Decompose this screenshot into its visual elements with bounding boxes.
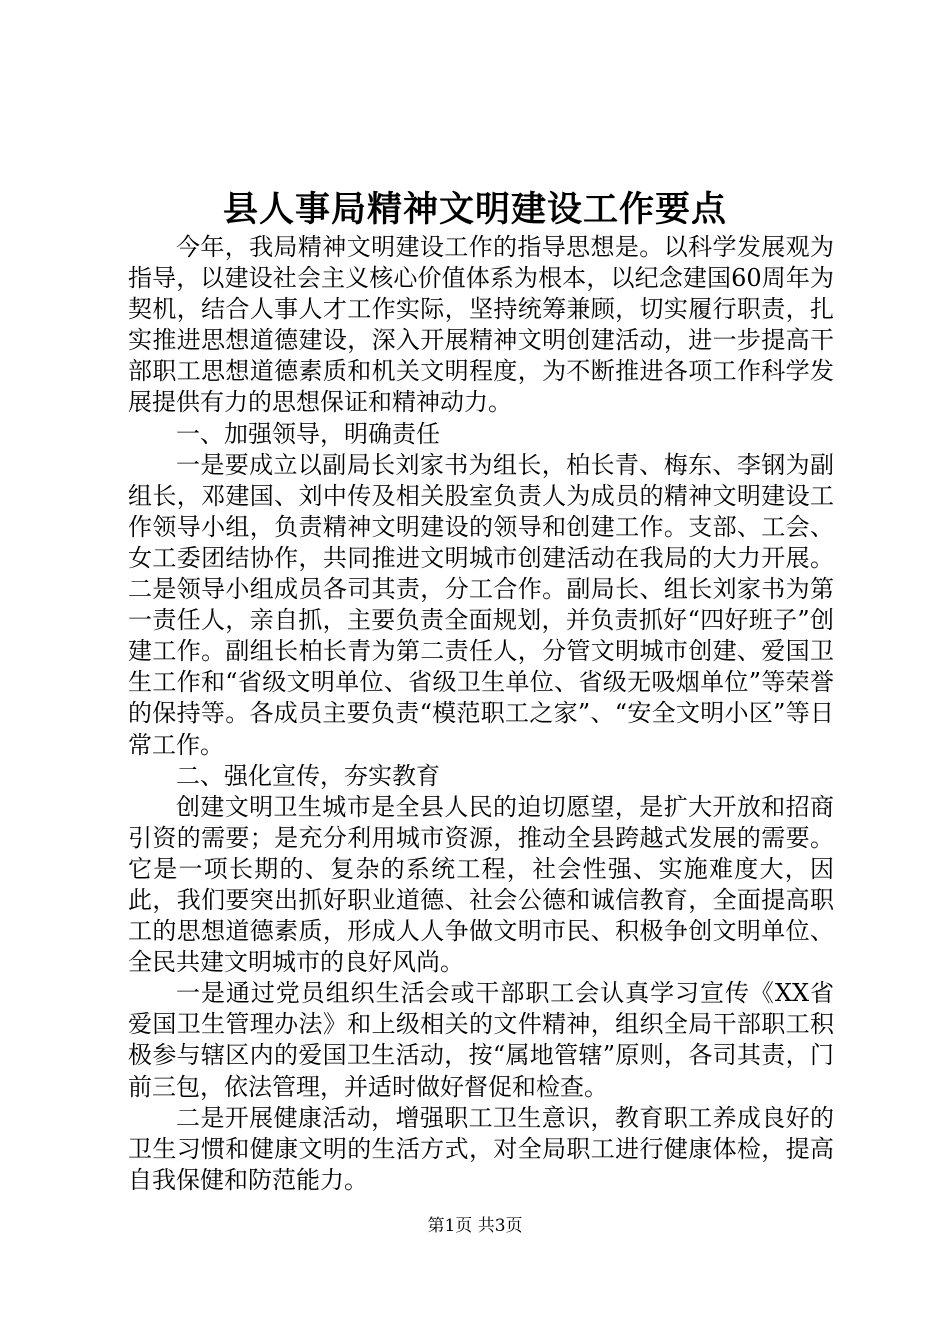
paragraph-health-activities: 二是开展健康活动，增强职工卫生意识，教育职工养成良好的卫生习惯和健康文明的生活方式，对全局职工进行健康体检，提高自我保健和防范能力。 — [128, 1103, 834, 1194]
paragraph-civilized-city: 创建文明卫生城市是全县人民的迫切愿望，是扩大开放和招商引资的需要；是充分利用城市资源，推动全县跨越式发展的需要。它是一项长期的、复杂的系统工程，社会性强、实施难度大，因此，我们要突出抓好职业道德、社会公德和诚信教育，全面提高职工的思想道德素质，形成人人争做文明市民、积极争创文明单位、全民共建文明城市的良好风尚。 — [128, 792, 834, 977]
page-footer: 第1页 共3页 — [427, 1216, 523, 1236]
paragraph-study-publicity: 一是通过党员组织生活会或干部职工会认真学习宣传《XX省爱国卫生管理办法》和上级相关的文件精神，组织全局干部职工积极参与辖区内的爱国卫生活动，按“属地管辖”原则，各司其责，门前三包，依法管理，并适时做好督促和检查。 — [128, 979, 834, 1101]
paragraph-leadership: 一是要成立以副局长刘家书为组长，柏长青、梅东、李钢为副组长，邓建国、刘中传及相关股室负责人为成员的精神文明建设工作领导小组，负责精神文明建设的领导和创建工作。支部、工会、女工委团结协作，共同推进文明城市创建活动在我局的大力开展。二是领导小组成员各司其责，分工合作。副局长、组长刘家书为第一责任人，亲自抓，主要负责全面规划，并负责抓好“四好班子”创建工作。副组长柏长青为第二责任人，分管文明城市创建、爱国卫生工作和“省级文明单位、省级卫生单位、省级无吸烟单位”等荣誉的保持等。各成员主要负责“模范职工之家”、“安全文明小区”等日常工作。 — [128, 450, 834, 759]
document-title: 县人事局精神文明建设工作要点 — [222, 189, 727, 230]
section-heading-2: 二、强化宣传，夯实教育 — [176, 761, 440, 790]
section-heading-1: 一、加强领导，明确责任 — [176, 419, 440, 448]
paragraph-intro: 今年，我局精神文明建设工作的指导思想是。以科学发展观为指导，以建设社会主义核心价值体系为根本，以纪念建国60周年为契机，结合人事人才工作实际，坚持统筹兼顾，切实履行职责，扎实推进思想道德建设，深入开展精神文明创建活动，进一步提高干部职工思想道德素质和机关文明程度，为不断推进各项工作科学发展提供有力的思想保证和精神动力。 — [128, 233, 834, 417]
document-body — [128, 232, 834, 1196]
